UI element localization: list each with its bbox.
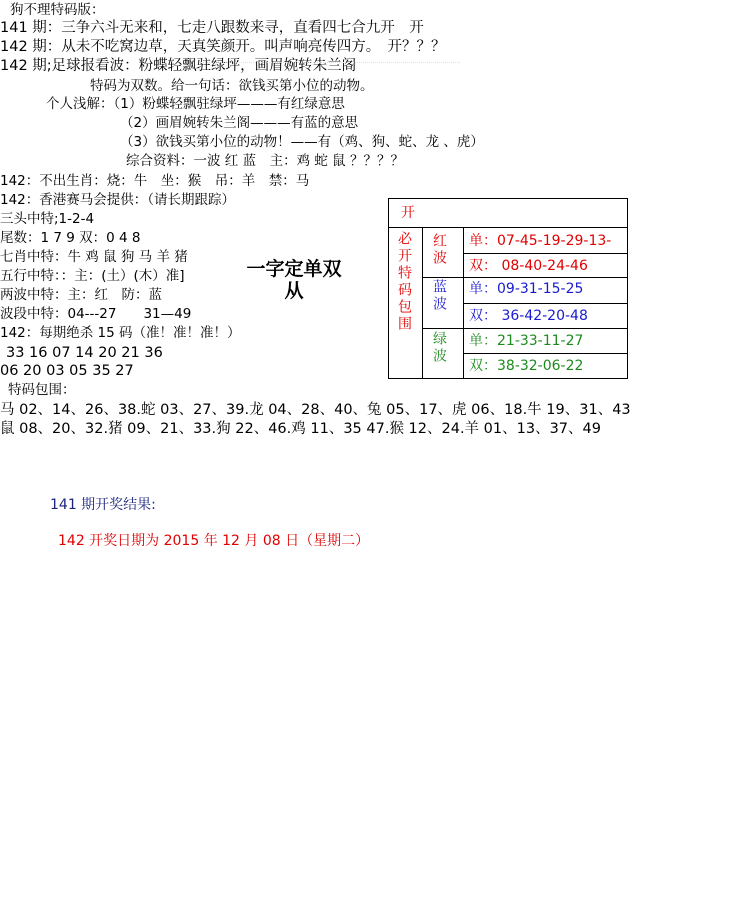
blue-even-numbers: 36-42-20-48 bbox=[501, 308, 588, 324]
table-divider bbox=[463, 253, 627, 254]
interpretation-3: （3）欲钱买第小位的动物！——有（鸡、狗、蛇、龙 、虎） bbox=[120, 134, 484, 150]
blue-even-row bbox=[469, 307, 588, 325]
green-even-label: 双： bbox=[469, 358, 497, 374]
slogan-line-1: 一字定单双 bbox=[246, 258, 342, 280]
table-divider bbox=[463, 303, 627, 304]
table-divider bbox=[422, 328, 627, 329]
group-label-blue: 蓝波 bbox=[431, 279, 447, 313]
red-odd-row bbox=[469, 232, 611, 250]
slogan bbox=[234, 258, 354, 302]
green-odd-numbers: 21-33-11-27 bbox=[497, 333, 584, 349]
red-odd-numbers: 07-45-19-29-13- bbox=[497, 233, 612, 249]
liangbo-line: 两波中特：主：红 防：蓝 bbox=[0, 287, 162, 303]
red-even-row bbox=[469, 257, 588, 275]
blue-odd-label: 单： bbox=[469, 281, 497, 297]
blue-even-label: 双： bbox=[469, 308, 497, 324]
football-clue: 142 期;足球报看波：粉蝶轻飘驻绿坪，画眉婉转朱兰阁 bbox=[0, 58, 357, 74]
santou-line: 三头中特;1-2-4 bbox=[0, 211, 95, 227]
boduan-line: 波段中特：04---27 31—49 bbox=[0, 306, 192, 322]
juesha-line: 142：每期绝杀 15 码（准！准！准！） bbox=[0, 325, 241, 341]
table-side-label: 必开特码包围 bbox=[396, 231, 412, 333]
prophecy-141: 141 期：三争六斗无来和，七走八跟数来寻，直看四七合九开 开 bbox=[0, 20, 424, 36]
tema-row-2: 鼠 08、20、32.猪 09、21、33.狗 22、46.鸡 11、35 47.猴 12、24.羊 01、13、37、49 bbox=[0, 421, 601, 437]
red-odd-label: 单： bbox=[469, 233, 497, 249]
kill-numbers-1: 33 16 07 14 20 21 36 bbox=[6, 345, 163, 361]
qixiao-line: 七肖中特：牛 鸡 鼠 狗 马 羊 猪 bbox=[0, 249, 188, 265]
faint-rule bbox=[200, 62, 460, 64]
green-odd-row bbox=[469, 332, 583, 350]
table-divider bbox=[422, 277, 627, 278]
red-even-numbers: 08-40-24-46 bbox=[501, 258, 588, 274]
page-title: 狗不理特码版： bbox=[10, 2, 105, 18]
zodiac-exclusion: 142：不出生肖：烧：牛 坐：猴 吊：羊 禁：马 bbox=[0, 173, 310, 189]
hk-jockey-line: 142：香港赛马会提供：（请长期跟踪） bbox=[0, 192, 236, 208]
weishu-line: 尾数：1 7 9 双：0 4 8 bbox=[0, 230, 141, 246]
draw-date: 142 开奖日期为 2015 年 12 月 08 日（星期二） bbox=[58, 533, 370, 549]
red-even-label: 双： bbox=[469, 258, 497, 274]
wuxing-line: 五行中特：：主：(土）(木）准] bbox=[0, 268, 185, 284]
table-divider bbox=[422, 227, 423, 378]
blue-odd-row bbox=[469, 280, 583, 298]
kill-numbers-2: 06 20 03 05 35 27 bbox=[0, 363, 134, 379]
table-header: 开 bbox=[401, 205, 415, 221]
blue-odd-numbers: 09-31-15-25 bbox=[497, 281, 584, 297]
results-table bbox=[388, 198, 628, 379]
result-141-heading: 141 期开奖结果: bbox=[50, 497, 156, 513]
interpretation-1: 个人浅解：（1）粉蝶轻飘驻绿坪———有红绿意思 bbox=[46, 96, 345, 112]
group-label-red: 红波 bbox=[431, 233, 447, 267]
green-even-row bbox=[469, 357, 583, 375]
summary-line: 综合资料：一波 红 蓝 主：鸡 蛇 鼠 ？？？？ bbox=[126, 153, 404, 169]
interpretation-2: （2）画眉婉转朱兰阁———有蓝的意思 bbox=[120, 115, 359, 131]
table-divider bbox=[389, 227, 627, 228]
group-label-green: 绿波 bbox=[431, 331, 447, 365]
tema-hint: 特码为双数。给一句话：欲钱买第小位的动物。 bbox=[90, 78, 374, 94]
green-even-numbers: 38-32-06-22 bbox=[497, 358, 584, 374]
green-odd-label: 单： bbox=[469, 333, 497, 349]
tema-label: 特码包围： bbox=[8, 382, 76, 398]
tema-row-1: 马 02、14、26、38.蛇 03、27、39.龙 04、28、40、兔 05、17、虎 06、18.牛 19、31、43 bbox=[0, 402, 631, 418]
slogan-line-2: 从 bbox=[284, 280, 304, 302]
table-divider bbox=[463, 353, 627, 354]
prophecy-142: 142 期：从未不吃窝边草，天真笑颜开。叫声响亮传四方。 开？？？ bbox=[0, 39, 446, 55]
